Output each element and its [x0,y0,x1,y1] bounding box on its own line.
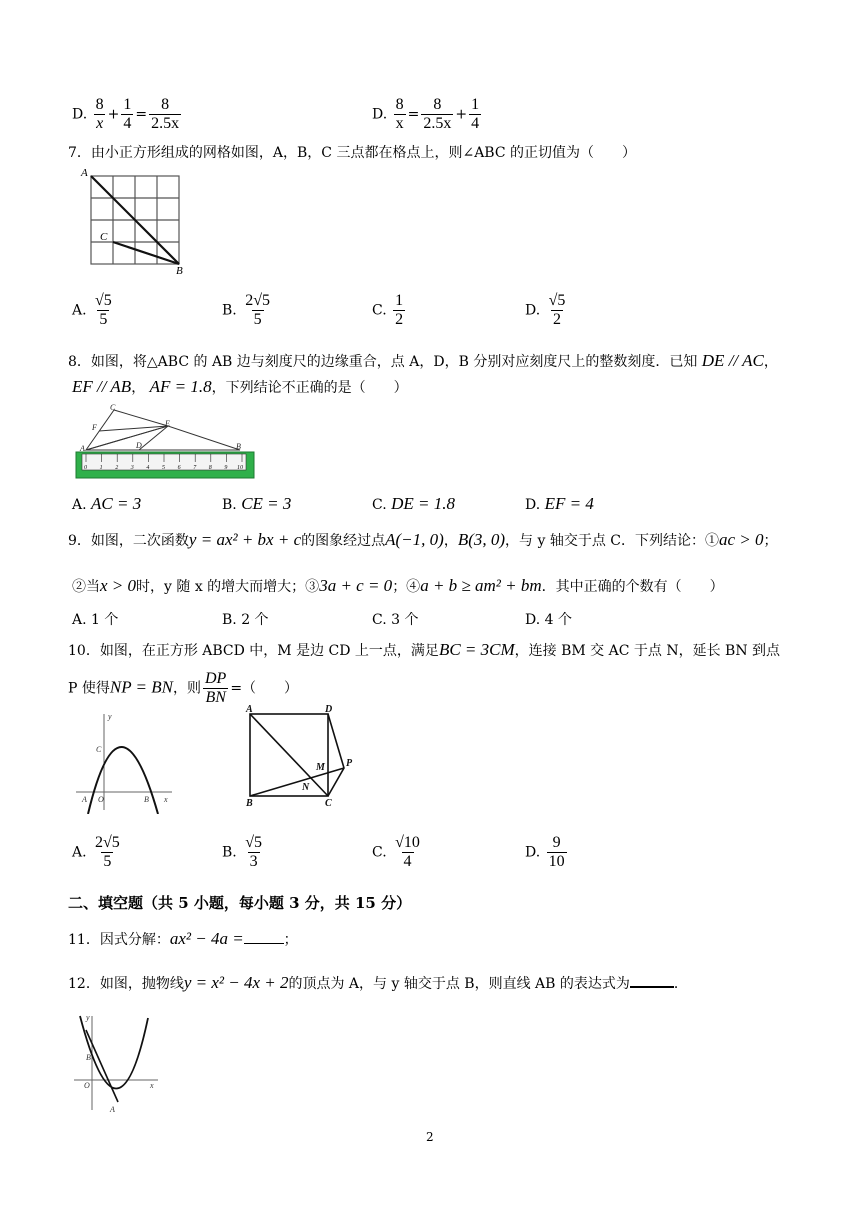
q7-grid-figure [78,166,190,278]
svg-text:7: 7 [193,465,197,471]
svg-text:C: C [96,745,102,754]
svg-text:y: y [86,1013,90,1022]
svg-text:E: E [165,419,170,428]
q8-ruler-figure [72,402,258,482]
svg-text:2: 2 [115,465,119,471]
q11: 11．因式分解：ax² − 4a = ； [68,929,298,948]
fraction: $\frac{8}{2.5x}$ [151,96,180,132]
svg-text:C: C [110,403,116,412]
q9-option-b: B. 2 个 [222,612,269,628]
svg-text:0: 0 [84,465,87,471]
q10-option-d: D. $\frac{9}{10}$ [525,834,565,870]
svg-text:8: 8 [208,465,212,471]
option-label: D. [372,106,388,123]
q6-option-d-right: D. $\frac{8}{x}$ = $\frac{8}{2.5x}$ + $\frac{1}{4}$ [372,96,480,132]
q10-option-a: A. $\frac{2√5}{5}$ [72,834,120,870]
fraction: $\frac{1}{4}$ [123,96,132,132]
answer-blank[interactable] [244,929,284,944]
answer-blank[interactable] [630,972,674,988]
svg-text:C: C [325,798,332,809]
svg-text:x: x [150,1081,154,1090]
q9-option-c: C. 3 个 [372,612,419,628]
svg-text:F: F [92,423,97,432]
fraction: $\frac{8}{2.5x}$ [423,96,452,132]
q6-option-d-left: D. $\frac{8}{x}$ + $\frac{1}{4}$ = $\frac{8}{2.5x}$ [72,96,180,132]
q10-option-b: B. $\frac{√5}{3}$ [222,834,262,870]
q9-stem-line2: ②当x > 0时，y 随 x 的增大而增大；③3a + c = 0；④a + b ≥ am² + bm．其中正确的个数有（ ） [72,576,724,595]
page-number: 2 [426,1130,434,1144]
option-label: D. [72,106,88,123]
q7-option-a: A. $\frac{√5}{5}$ [72,292,112,328]
fraction: $\frac{8}{x}$ [95,96,104,132]
q9-parabola-figure [74,710,176,814]
q9-stem-line1: 9．如图，二次函数y = ax² + bx + c的图象经过点A(−1, 0)，B(3, 0)，与 y 轴交于点 C．下列结论：①ac > 0； [68,530,778,549]
svg-text:10: 10 [237,465,243,471]
q8-stem-line1: 8．如图，将△ABC 的 AB 边与刻度尺的边缘重合，点 A，D，B 分别对应刻度尺上的整数刻度．已知 DE // AC， [68,351,778,370]
q8-option-a: A. AC = 3 [72,494,142,513]
svg-text:4: 4 [146,465,150,471]
svg-text:M: M [316,762,325,773]
svg-text:9: 9 [224,465,228,471]
svg-text:A: A [82,795,87,804]
fraction: $\frac{1}{4}$ [471,96,480,132]
svg-text:A: A [246,704,253,715]
q10-stem-line2: P 使得NP = BN，则 $\frac{DP}{BN}$ =（ ） [68,670,299,706]
q8-option-b: B. CE = 3 [222,494,292,513]
svg-text:x: x [164,795,168,804]
svg-text:B: B [246,798,253,809]
q7-option-c: C. $\frac{1}{2}$ [372,292,404,328]
q9-option-d: D. 4 个 [525,612,572,628]
svg-text:1: 1 [99,465,103,471]
svg-text:O: O [84,1081,90,1090]
svg-text:A: A [110,1105,115,1114]
fraction: $\frac{8}{x}$ [395,96,404,132]
q8-option-c: C. DE = 1.8 [372,494,456,513]
svg-text:5: 5 [162,465,165,471]
svg-text:y: y [108,712,112,721]
q8-option-d: D. EF = 4 [525,494,594,513]
svg-text:B: B [86,1053,91,1062]
q12-parabola-figure [72,1010,166,1114]
svg-text:A: A [80,444,85,453]
svg-text:6: 6 [177,465,181,471]
svg-text:P: P [346,758,353,769]
section-title: 二、填空题（共 5 小题，每小题 3 分，共 15 分） [68,894,412,912]
q8-stem-line2: EF // AB， AF = 1.8，下列结论不正确的是（ ） [72,377,408,396]
svg-text:D: D [325,704,333,715]
svg-text:O: O [98,795,104,804]
q7-stem: 7．由小正方形组成的网格如图，A，B，C 三点都在格点上，则∠ABC 的正切值为（ ） [68,145,637,161]
q7-option-b: B. $\frac{2√5}{5}$ [222,292,270,328]
svg-text:N: N [302,782,310,793]
q7-option-d: D. $\frac{√5}{2}$ [525,292,566,328]
q10-stem-line1: 10．如图，在正方形 ABCD 中，M 是边 CD 上一点，满足BC = 3CM，连接 BM 交 AC 于点 N，延长 BN 到点 [68,640,781,659]
label-b: B [176,265,183,277]
svg-text:B: B [236,442,241,451]
svg-text:D: D [136,441,142,450]
label-c: C [100,231,108,243]
q10-option-c: C. $\frac{√10}{4}$ [372,834,420,870]
q10-square-figure [240,700,380,810]
svg-text:B: B [144,795,149,804]
svg-text:3: 3 [130,465,134,471]
label-a: A [81,167,88,179]
q12: 12．如图，抛物线y = x² − 4x + 2的顶点为 A，与 y 轴交于点 B，则直线 AB 的表达式为 ． [68,973,688,992]
q9-option-a: A. 1 个 [72,612,119,628]
